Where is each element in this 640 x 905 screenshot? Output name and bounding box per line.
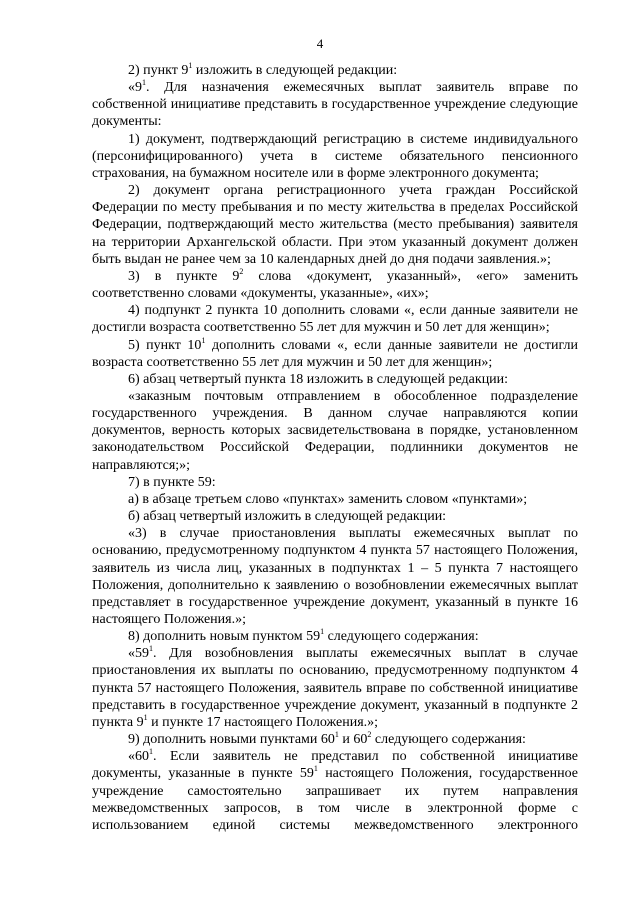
paragraph: «$9^1$. Для назначения ежемесячных выплат заявитель вправе по собственной инициативе представить в государственное учреждение следующие документы: (92, 78, 578, 130)
paragraph: а) в абзаце третьем слово «пунктах» заменить словом «пунктами»; (128, 491, 528, 507)
paragraph: 6) абзац четвертый пункта 18 изложить в следующей редакции: (128, 371, 509, 387)
paragraph: «$60^1$. Если заявитель не представил по собственной инициативе документы, указанные в пункте $59^1$ настоящего Положения, государственное учреждение самостоятельно запрашивает их путем направления межведомственных запросов, в том числе в электронной форме с использованием единой системы межведомственного электронного (92, 747, 579, 833)
paragraph: 5) пункт $10^1$ дополнить словами «, если данные заявители не достигли возраста соответственно 55 лет для мужчин и 50 лет для женщин»; (92, 335, 579, 370)
paragraph: 4) подпункт 2 пункта 10 дополнить словами «, если данные заявители не достигли возраста соответственно 55 лет для мужчин и 50 лет для женщин»; (92, 303, 578, 336)
paragraph: «3) в случае приостановления выплаты ежемесячных выплат по основанию, предусмотренному подпунктом 4 пункта 57 настоящего Положения, заявитель из числа лиц, указанных в подпунктах 1 – 5 пункта 7 настоящего Положения, дополнительно к заявлению о возобновлении ежемесячных выплат представляет в государственное учреждение документ, указанный в пункте 16 настоящего Положения.»; (92, 526, 578, 627)
paragraph: 9) дополнить новыми пунктами $60^1$ и $60^2$ следующего содержания: (128, 730, 526, 748)
paragraph: 2) документ органа регистрационного учета граждан Российской Федерации по месту пребывания и по месту жительства в пределах Российской Федерации, подтверждающий место жительства (место пребывания) заявителя на территории Архангельской области. При этом указанный документ должен быть выдан не ранее чем за 10 календарных дней до дня подачи заявления.»; (92, 183, 578, 267)
paragraph: «заказным почтовым отправлением в обособленное подразделение государственного учреждения. В данном случае направляются копии документов, верность которых засвидетельствована в порядке, установленном законодательством Российской Федерации, подлинники документов не направляются;»; (92, 388, 578, 473)
paragraph: «$59^1$. Для возобновления выплаты ежемесячных выплат в случае приостановления их выплаты по основанию, предусмотренному подпунктом 4 пункта 57 настоящего Положения, заявитель вправе по собственной инициативе представить в государственное учреждение документ, указанный в подпункте 2 пункта $9^1$ и пункте 17 настоящего Положения.»; (92, 644, 578, 730)
paragraph: б) абзац четвертый изложить в следующей редакции: (128, 509, 447, 525)
document-body (92, 62, 578, 834)
page-number: 4 (316, 36, 324, 51)
paragraph: 8) дополнить новым пунктом $59^1$ следующего содержания: (128, 627, 479, 645)
paragraph: 2) пункт $9^1$ изложить в следующей редакции: (128, 61, 398, 78)
paragraph: 3) в пункте $9^2$ слова «документ, указанный», «его» заменить соответственно словами «документы, указанные», «их»; (92, 266, 578, 302)
paragraph: 7) в пункте 59: (128, 474, 216, 490)
paragraph: 1) документ, подтверждающий регистрацию в системе индивидуального (персонифицированного) учета в системе обязательного пенсионного страхования, на бумажном носителе или в форме электронного документа; (92, 131, 578, 181)
